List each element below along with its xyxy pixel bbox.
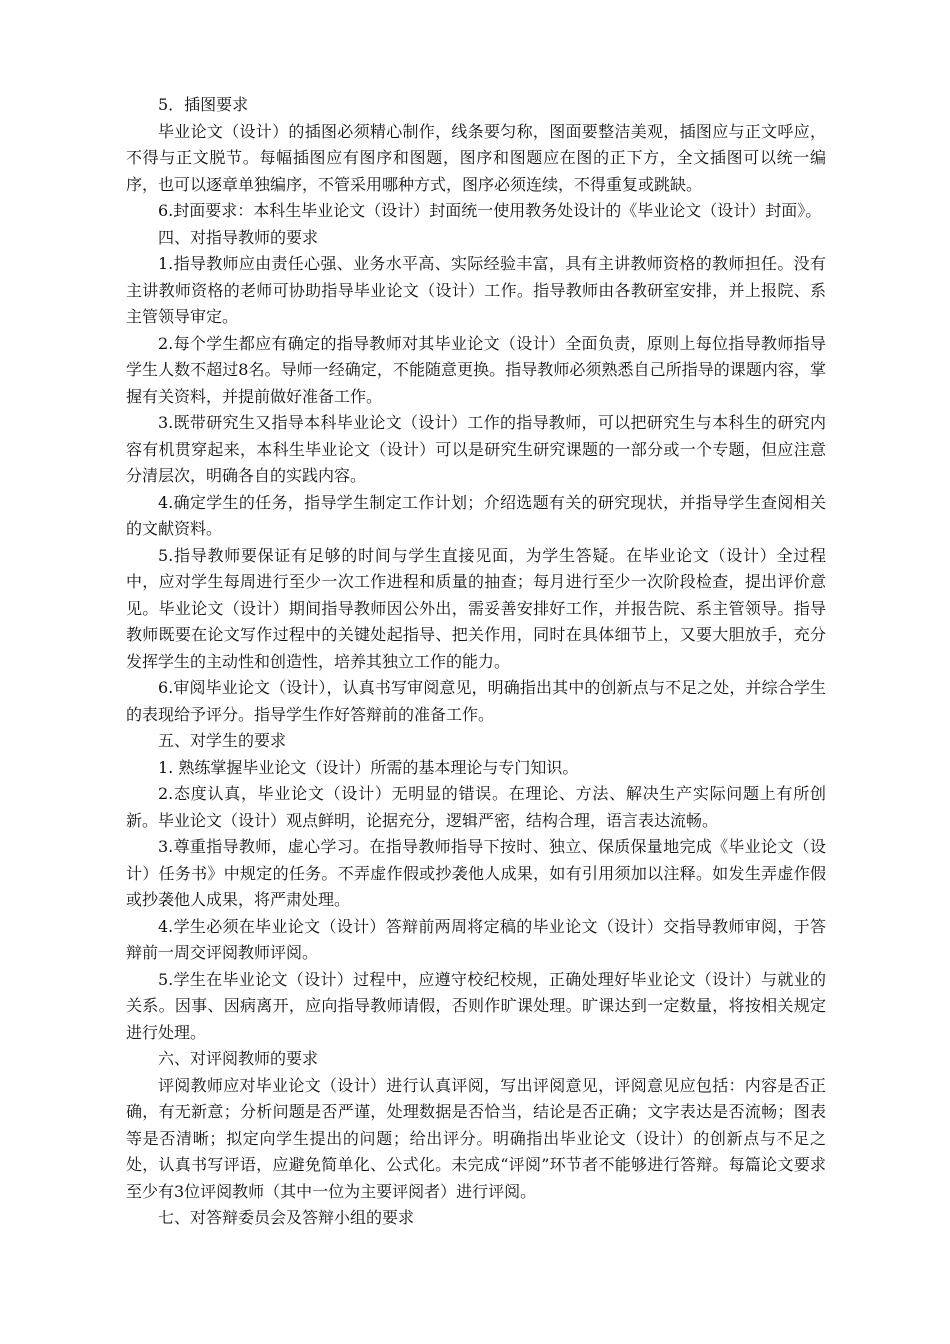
section-heading: 七、对答辩委员会及答辩小组的要求: [158, 1208, 415, 1227]
section-heading: 5．插图要求: [158, 95, 249, 114]
paragraph: 6.审阅毕业论文（设计），认真书写审阅意见，明确指出其中的创新点与不足之处，并综合学生的表现给予评分。指导学生作好答辩前的准备工作。: [126, 678, 826, 724]
paragraph: 2.每个学生都应有确定的指导教师对其毕业论文（设计）全面负责，原则上每位指导教师指导学生人数不超过8名。导师一经确定，不能随意更换。指导教师必须熟悉自己所指导的课题内容，掌握有关资料，并提前做好准备工作。: [126, 333, 826, 406]
paragraph: 4.学生必须在毕业论文（设计）答辩前两周将定稿的毕业论文（设计）交指导教师审阅，于答辩前一周交评阅教师评阅。: [126, 916, 826, 962]
paragraph: 6.封面要求：本科生毕业论文（设计）封面统一使用教务处设计的《毕业论文（设计）封面》。: [158, 201, 822, 220]
paragraph: 2.态度认真，毕业论文（设计）无明显的错误。在理论、方法、解决生产实际问题上有所创新。毕业论文（设计）观点鲜明，论据充分，逻辑严密，结构合理，语言表达流畅。: [126, 784, 826, 830]
paragraph: 1.指导教师应由责任心强、业务水平高、实际经验丰富，具有主讲教师资格的教师担任。没有主讲教师资格的老师可协助指导毕业论文（设计）工作。指导教师由各教研室安排，并上报院、系主管领导审定。: [126, 254, 826, 326]
paragraph: 毕业论文（设计）的插图必须精心制作，线条要匀称，图面要整洁美观，插图应与正文呼应，不得与正文脱节。每幅插图应有图序和图题，图序和图题应在图的正下方，全文插图可以统一编序，也可以逐章单独编序，不管采用哪种方式，图序必须连续，不得重复或跳缺。: [126, 121, 826, 194]
paragraph: 评阅教师应对毕业论文（设计）进行认真评阅，写出评阅意见，评阅意见应包括：内容是否正确，有无新意；分析问题是否严谨，处理数据是否恰当，结论是否正确；文字表达是否流畅；图表等是否清晰；拟定向学生提出的问题；给出评分。明确指出毕业论文（设计）的创新点与不足之处，认真书写评语，应避免简单化、公式化。未完成“评阅”环节者不能够进行答辩。每篇论文要求至少有3位评阅教师（其中一位为主要评阅者）进行评阅。: [126, 1075, 826, 1201]
document-page: [126, 92, 826, 1232]
section-heading: 四、对指导教师的要求: [158, 227, 319, 247]
paragraph: 5.学生在毕业论文（设计）过程中，应遵守校纪校规，正确处理好毕业论文（设计）与就业的关系。因事、因病离开，应向指导教师请假，否则作旷课处理。旷课达到一定数量，将按相关规定进行处理。: [126, 969, 826, 1042]
paragraph: 3.尊重指导教师，虚心学习。在指导教师指导下按时、独立、保质保量地完成《毕业论文（设计）任务书》中规定的任务。不弄虚作假或抄袭他人成果，如有引用须加以注释。如发生弄虚作假或抄袭他人成果，将严肃处理。: [126, 837, 826, 909]
paragraph: 4.确定学生的任务，指导学生制定工作计划；介绍选题有关的研究现状，并指导学生查阅相关的文献资料。: [126, 492, 826, 538]
paragraph: 1. 熟练掌握毕业论文（设计）所需的基本理论与专门知识。: [158, 757, 579, 777]
paragraph: 5.指导教师要保证有足够的时间与学生直接见面，为学生答疑。在毕业论文（设计）全过程中，应对学生每周进行至少一次工作进程和质量的抽查；每月进行至少一次阶段检查，提出评价意见。毕业论文（设计）期间指导教师因公外出，需妥善安排好工作，并报告院、系主管领导。指导教师既要在论文写作过程中的关键处起指导、把关作用，同时在具体细节上，又要大胆放手，充分发挥学生的主动性和创造性，培养其独立工作的能力。: [126, 545, 826, 671]
paragraph: 3.既带研究生又指导本科毕业论文（设计）工作的指导教师，可以把研究生与本科生的研究内容有机贯穿起来，本科生毕业论文（设计）可以是研究生研究课题的一部分或一个专题，但应注意分清层次，明确各自的实践内容。: [126, 413, 826, 485]
section-heading: 五、对学生的要求: [158, 731, 287, 750]
section-heading: 六、对评阅教师的要求: [158, 1049, 319, 1068]
